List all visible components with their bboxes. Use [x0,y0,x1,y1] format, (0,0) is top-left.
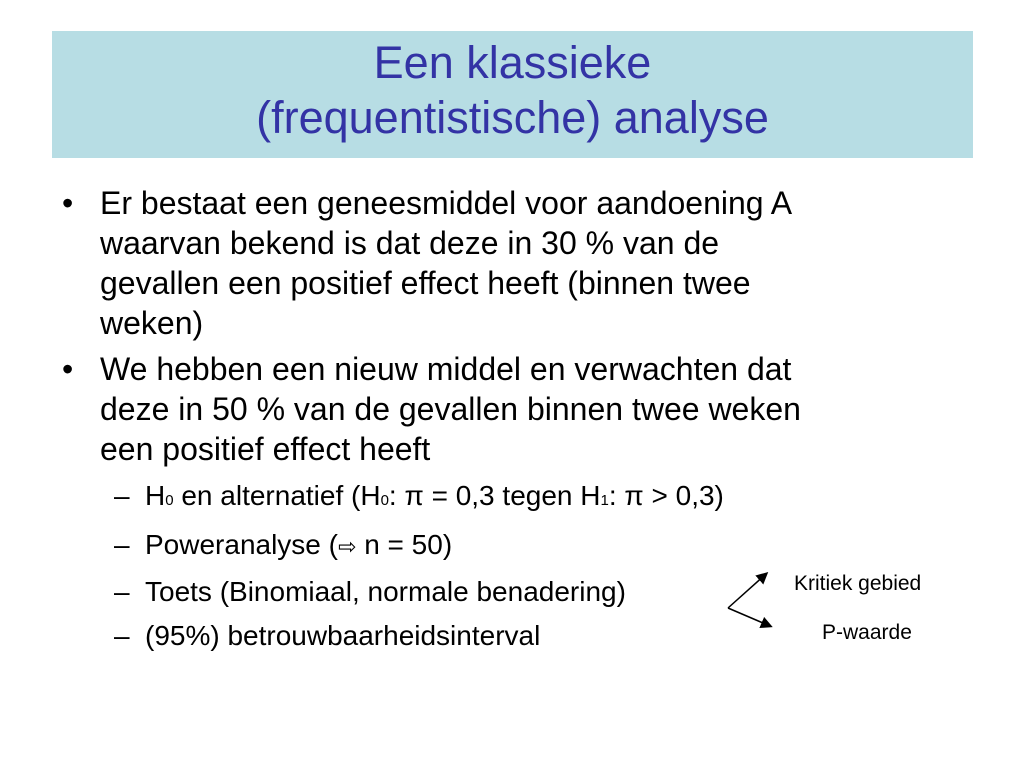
hypothesis-subscript: 0 [165,492,174,509]
hypothesis-text: : π = 0,3 tegen H [388,480,601,511]
subitem-power-analysis [62,528,982,565]
power-text: Poweranalyse ( [145,529,338,560]
dash-marker: – [114,576,130,607]
hypothesis-subscript: 1 [600,492,609,509]
bullet-marker: • [62,351,74,387]
bullet-marker: • [62,185,74,221]
right-arrow-icon: ⇨ [337,535,357,560]
branch-arrows-icon [722,568,782,638]
power-text: n = 50) [356,529,453,560]
bullet-line: weken) [100,305,204,341]
hypothesis-h: H [145,480,166,511]
bullet-item-new-drug [62,349,982,469]
bullet-line: deze in 50 % van de gevallen binnen twee weken [100,391,801,427]
critical-area-label: Kritiek gebied [794,572,922,595]
hypothesis-text: : π > 0,3) [608,480,724,511]
slide-title [52,35,973,145]
dash-marker: – [114,620,130,651]
dash-marker: – [114,529,130,560]
hypothesis-subscript: 0 [380,492,389,509]
bullet-item-existing-drug [62,183,982,343]
hypothesis-text: en alternatief (H [173,480,381,511]
subitem-hypotheses [62,479,982,518]
dash-marker: – [114,480,130,511]
bullet-line: We hebben een nieuw middel en verwachten dat [100,351,792,387]
bullet-line: Er bestaat een geneesmiddel voor aandoening A [100,185,793,221]
title-line-2: (frequentistische) analyse [256,92,769,143]
bullet-line: waarvan bekend is dat deze in 30 % van de [100,225,720,261]
title-line-1: Een klassieke [373,37,652,88]
arrow-to-p-value [728,608,770,626]
bullet-line: een positief effect heeft [100,431,431,467]
interval-text: (95%) betrouwbaarheidsinterval [145,620,541,651]
test-text: Toets (Binomiaal, normale benadering) [145,576,626,607]
bullet-line: gevallen een positief effect heeft (binnen twee [100,265,751,301]
arrow-to-critical-area [728,574,766,608]
p-value-label: P-waarde [822,621,912,644]
